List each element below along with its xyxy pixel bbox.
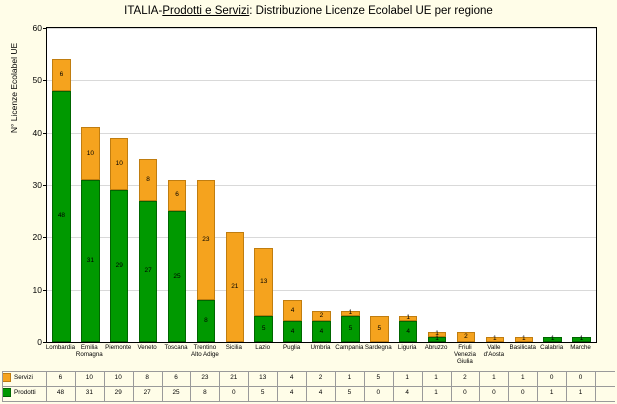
- bar-value-servizi: 4: [290, 306, 295, 314]
- bar-segment-servizi[interactable]: [515, 337, 533, 342]
- table-cell: 0: [520, 389, 525, 396]
- table-divider: [2, 371, 615, 372]
- x-tick-label: Umbria: [310, 344, 331, 351]
- table-cell: 21: [230, 374, 238, 381]
- bar-value-prodotti: 1: [579, 335, 584, 343]
- table-cell: 13: [259, 374, 267, 381]
- x-tick-label: Puglia: [283, 344, 301, 351]
- table-cell: 1: [434, 374, 438, 381]
- x-tick-label: Lazio: [255, 344, 271, 351]
- table-cell: 6: [174, 374, 178, 381]
- bar-value-prodotti: 5: [261, 324, 266, 332]
- bar-value-servizi: 10: [115, 159, 123, 167]
- bar-value-prodotti: 31: [86, 256, 94, 264]
- table-cell: 1: [405, 374, 409, 381]
- bar-value-servizi: 23: [202, 235, 210, 243]
- x-tick-label: Calabria: [540, 344, 564, 351]
- bar-segment-servizi[interactable]: [254, 248, 272, 316]
- x-tick-label: Trentino Alto Adige: [190, 344, 219, 358]
- bar-value-prodotti: 48: [57, 212, 66, 220]
- bar-segment-prodotti[interactable]: [572, 337, 590, 342]
- y-tick-label: 10: [32, 284, 42, 295]
- x-tick-label: Marche: [570, 344, 591, 351]
- table-cell: 0: [376, 389, 381, 396]
- table-cell: 48: [56, 389, 64, 396]
- table-cell: 8: [145, 374, 149, 381]
- y-tick-label: 20: [32, 232, 42, 243]
- y-axis-label: N° Licenze Ecolabel UE: [9, 42, 19, 134]
- bar-segment-servizi[interactable]: [110, 138, 128, 190]
- table-cell: 1: [347, 374, 352, 381]
- title-suffix: : Distribuzione Licenze Ecolabel UE per regione: [249, 5, 493, 17]
- table-divider: [2, 386, 615, 387]
- table-cell: 29: [114, 389, 122, 396]
- bar-segment-prodotti[interactable]: [399, 321, 417, 342]
- x-tick-label: Sardegna: [364, 344, 392, 351]
- bar-column[interactable]: [457, 332, 475, 342]
- x-tick-label: Toscana: [164, 344, 188, 351]
- table-cell: 1: [520, 374, 525, 381]
- bar-value-prodotti: 4: [406, 327, 410, 335]
- table-divider: [595, 371, 596, 401]
- bar-value-prodotti: 29: [115, 261, 123, 269]
- x-tick-label: Emilia Romagna: [75, 344, 103, 358]
- bar-column[interactable]: [283, 300, 301, 342]
- bar-value-servizi: 13: [260, 277, 268, 285]
- bar-value-prodotti: 4: [290, 327, 295, 335]
- table-cell: 2: [463, 374, 467, 381]
- bar-segment-prodotti[interactable]: [254, 316, 272, 342]
- bar-segment-prodotti[interactable]: [283, 321, 301, 342]
- bar-column[interactable]: [168, 180, 186, 342]
- table-cell: 4: [289, 374, 294, 381]
- table-cell: 5: [376, 374, 381, 381]
- bar-column[interactable]: [197, 180, 215, 342]
- table-cell: 1: [578, 389, 583, 396]
- table-cell: 0: [549, 374, 554, 381]
- bar-value-servizi: 1: [493, 335, 497, 343]
- bar-value-prodotti: 5: [348, 324, 353, 332]
- x-tick-label: Campania: [335, 344, 364, 351]
- x-tick-label: Basilicata: [509, 344, 536, 351]
- x-tick-label: Sicilia: [225, 344, 242, 351]
- bar-segment-prodotti[interactable]: [168, 211, 186, 342]
- bar-value-servizi: 6: [59, 70, 64, 78]
- table-cell: 2: [318, 374, 323, 381]
- bar-segment-prodotti[interactable]: [52, 91, 70, 342]
- table-cell: 4: [318, 389, 323, 396]
- bar-value-servizi: 1: [521, 335, 526, 343]
- bar-segment-prodotti[interactable]: [341, 316, 359, 342]
- y-tick-label: 60: [32, 23, 42, 33]
- table-cell: 0: [578, 374, 583, 381]
- bar-segment-prodotti[interactable]: [110, 190, 128, 342]
- legend-prodotti: [2, 386, 46, 399]
- bar-column[interactable]: [515, 337, 533, 342]
- bar-value-servizi: 2: [319, 311, 324, 319]
- bar-column[interactable]: [370, 316, 388, 342]
- bar-segment-prodotti[interactable]: [81, 180, 99, 342]
- table-cell: 4: [289, 389, 294, 396]
- title-prefix: ITALIA-: [124, 5, 163, 17]
- bar-series: [47, 28, 596, 342]
- title-underlined: Prodotti e Servizi: [162, 5, 250, 17]
- bar-value-servizi: 1: [406, 314, 410, 322]
- y-tick-label: 50: [32, 75, 42, 86]
- bar-column[interactable]: [254, 248, 272, 342]
- bar-segment-servizi[interactable]: [486, 337, 504, 342]
- bar-segment-servizi[interactable]: [370, 316, 388, 342]
- table-divider: [2, 401, 615, 402]
- bar-segment-servizi[interactable]: [168, 180, 186, 211]
- bar-segment-servizi[interactable]: [457, 332, 475, 342]
- x-tick-label: Abruzzo: [424, 344, 448, 351]
- table-cell: 31: [85, 389, 93, 396]
- bar-segment-servizi[interactable]: [226, 232, 244, 342]
- bar-column[interactable]: [81, 127, 99, 342]
- bar-segment-prodotti[interactable]: [312, 321, 330, 342]
- plot-area: [9, 23, 597, 347]
- bar-column[interactable]: [312, 311, 330, 342]
- y-tick-mark: [43, 342, 47, 343]
- bar-segment-servizi[interactable]: [81, 127, 99, 179]
- bar-value-servizi: 1: [348, 308, 353, 316]
- table-cell: 5: [347, 389, 352, 396]
- bar-column[interactable]: [399, 316, 417, 342]
- table-cell: 5: [260, 389, 265, 396]
- table-cell: 23: [201, 374, 209, 381]
- bar-segment-prodotti[interactable]: [139, 201, 157, 342]
- bar-segment-servizi[interactable]: [197, 180, 215, 300]
- table-cell: 4: [405, 389, 409, 396]
- bar-value-servizi: 10: [86, 149, 94, 157]
- bar-column[interactable]: [52, 59, 70, 342]
- table-cell: 25: [172, 389, 180, 396]
- legend-servizi: [2, 371, 46, 384]
- y-tick-label: 40: [32, 127, 42, 138]
- data-table: [0, 371, 617, 402]
- prodotti-swatch-icon: [2, 388, 11, 397]
- x-tick-label: Veneto: [137, 344, 157, 351]
- x-tick-label: Liguria: [397, 344, 417, 351]
- bar-segment-servizi[interactable]: [52, 59, 70, 90]
- table-cell: 1: [492, 374, 496, 381]
- x-tick-label: Valle d'Aosta: [483, 344, 505, 358]
- table-cell: 10: [85, 374, 93, 381]
- bar-segment-prodotti[interactable]: [197, 300, 215, 342]
- table-cell: 27: [143, 389, 151, 396]
- bar-value-prodotti: 8: [204, 316, 208, 324]
- table-cell: 0: [232, 389, 236, 396]
- table-cell: 10: [114, 374, 122, 381]
- bar-column[interactable]: [543, 337, 561, 342]
- bar-column[interactable]: [226, 232, 244, 342]
- bar-segment-servizi[interactable]: [312, 311, 330, 321]
- x-tick-label: Piemonte: [105, 344, 132, 351]
- y-tick-label: 0: [37, 337, 42, 347]
- bar-column[interactable]: [572, 337, 590, 342]
- bar-column[interactable]: [341, 308, 359, 342]
- table-divider: [2, 371, 3, 401]
- bar-column[interactable]: [139, 159, 157, 342]
- bar-value-prodotti: 1: [550, 335, 555, 343]
- bar-column[interactable]: [486, 337, 504, 342]
- bar-value-servizi: 5: [377, 324, 382, 332]
- bar-column[interactable]: [110, 138, 128, 342]
- bar-value-prodotti: 4: [319, 327, 324, 335]
- bar-segment-servizi[interactable]: [283, 300, 301, 321]
- servizi-swatch-icon: [2, 373, 11, 382]
- y-tick-label: 30: [32, 180, 42, 190]
- bar-value-servizi: 2: [464, 332, 468, 340]
- bar-value-prodotti: 27: [144, 267, 152, 275]
- table-cell: 6: [58, 374, 63, 381]
- bar-value-servizi: 1: [435, 329, 439, 337]
- bar-value-prodotti: 25: [173, 272, 181, 280]
- table-cell: 1: [434, 389, 438, 396]
- legend-servizi-label: Servizi: [14, 374, 33, 381]
- legend-prodotti-label: Prodotti: [14, 389, 36, 396]
- table-cell: 1: [549, 389, 554, 396]
- table-cell: 8: [203, 389, 207, 396]
- bar-value-servizi: 8: [146, 175, 150, 183]
- table-cell: 0: [492, 389, 496, 396]
- bar-segment-prodotti[interactable]: [428, 337, 446, 342]
- bar-value-prodotti: 1: [435, 335, 439, 343]
- bar-column[interactable]: [428, 329, 446, 343]
- bar-value-servizi: 6: [175, 191, 179, 199]
- chart-title: [0, 5, 617, 17]
- x-tick-label: Friuli Venezia Giulia: [453, 344, 476, 365]
- bar-segment-prodotti[interactable]: [543, 337, 561, 342]
- table-cell: 0: [463, 389, 467, 396]
- bar-value-servizi: 21: [231, 282, 239, 290]
- bar-segment-servizi[interactable]: [139, 159, 157, 201]
- x-tick-label: Lombardia: [45, 344, 76, 351]
